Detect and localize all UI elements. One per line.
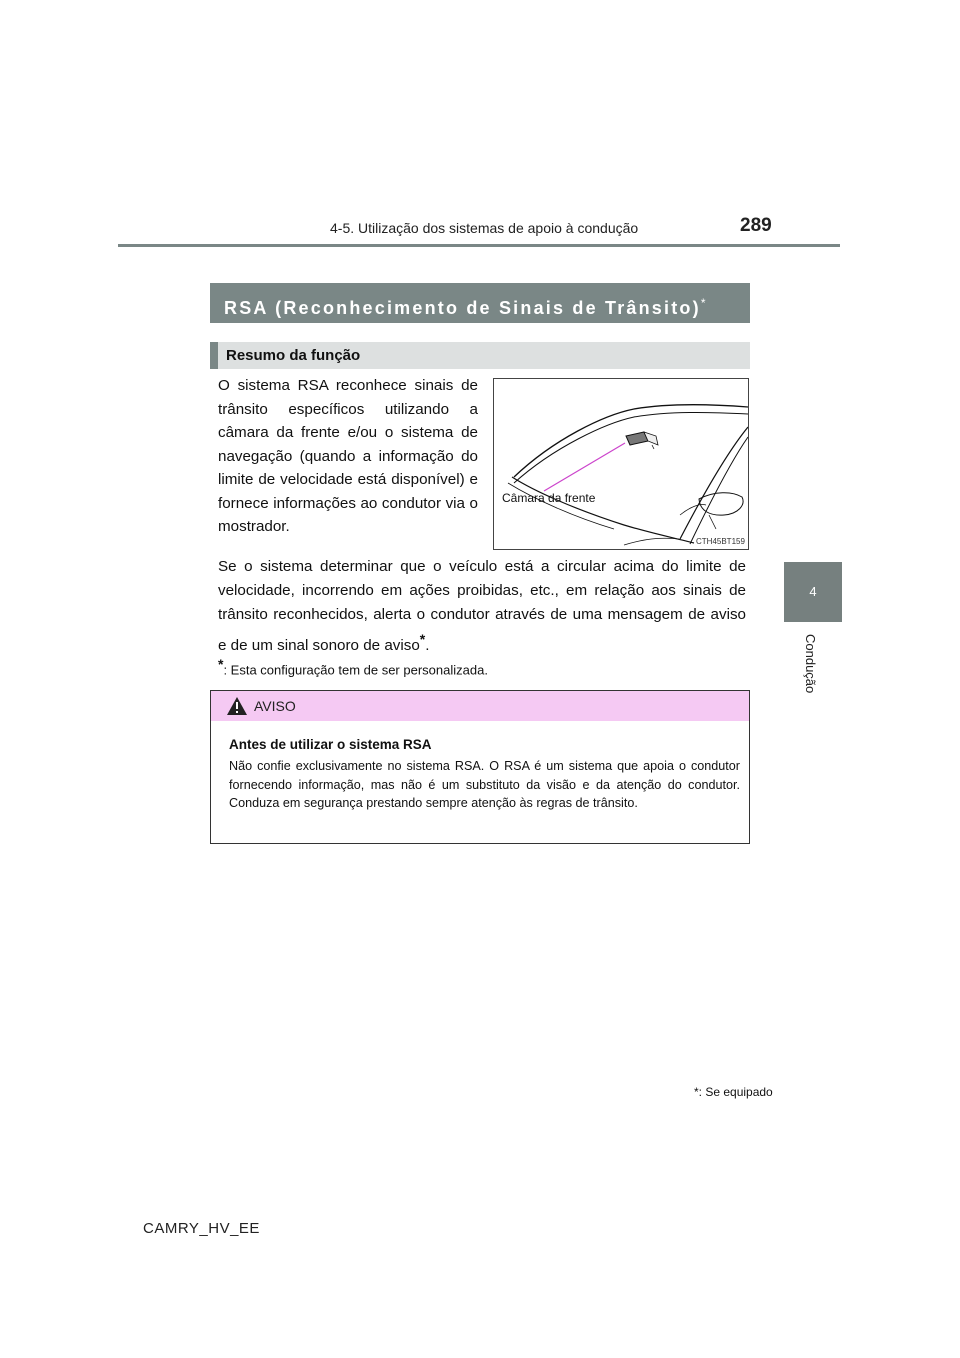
note-text: : Esta configuração tem de ser personalizada. <box>223 662 488 678</box>
section-heading: 4-5. Utilização dos sistemas de apoio à condução <box>330 220 639 236</box>
warning-triangle-icon <box>226 696 248 716</box>
header-rule <box>118 244 840 247</box>
section-title <box>210 283 750 323</box>
main-paragraph-end: . <box>425 637 430 655</box>
warning-body: Não confie exclusivamente no sistema RSA. O RSA é um sistema que apoia o condutor fornecendo informação, mas não é um substituto da visão e da atenção do condutor. Conduza em segurança prestando sempre atenção às regras de trânsito. <box>229 759 740 810</box>
main-paragraph-text: Se o sistema determinar que o veículo está a circular acima do limite de velocidade, incorrendo em ações proibidas, etc., em relação aos sinais de trânsito reconhecidos, alerta o condutor através de uma mensagem de aviso e de um sinal sonoro de aviso <box>218 558 746 655</box>
figure-label: Câmara da frente <box>502 491 596 505</box>
chapter-tab[interactable]: 4 <box>784 562 842 622</box>
equipped-marker: * <box>700 296 706 310</box>
note-marker: * <box>218 656 224 672</box>
warning-subtitle: Antes de utilizar o sistema RSA <box>229 737 432 752</box>
warning-title: AVISO <box>254 698 296 714</box>
main-paragraph <box>218 555 746 658</box>
figure-code: CTH45BT159 <box>696 537 745 546</box>
document-id: CAMRY_HV_EE <box>143 1220 260 1237</box>
page-number: 289 <box>740 215 772 236</box>
customization-marker: * <box>419 631 426 647</box>
figure-frame <box>493 378 749 550</box>
customization-note <box>218 656 488 677</box>
chapter-label: Condução <box>803 634 818 694</box>
equipped-note: *: Se equipado <box>694 1085 773 1099</box>
intro-paragraph: O sistema RSA reconhece sinais de trânsito específicos utilizando a câmara da frente e/ou o sistema de navegação (quando a informação do limite de velocidade está disponível) e fornece informações ao condutor via o mostrador. <box>218 377 478 535</box>
windshield-camera-illustration <box>494 379 748 549</box>
subsection-heading: Resumo da função <box>210 342 750 369</box>
section-title-text: RSA (Reconhecimento de Sinais de Trânsito) <box>224 298 701 318</box>
